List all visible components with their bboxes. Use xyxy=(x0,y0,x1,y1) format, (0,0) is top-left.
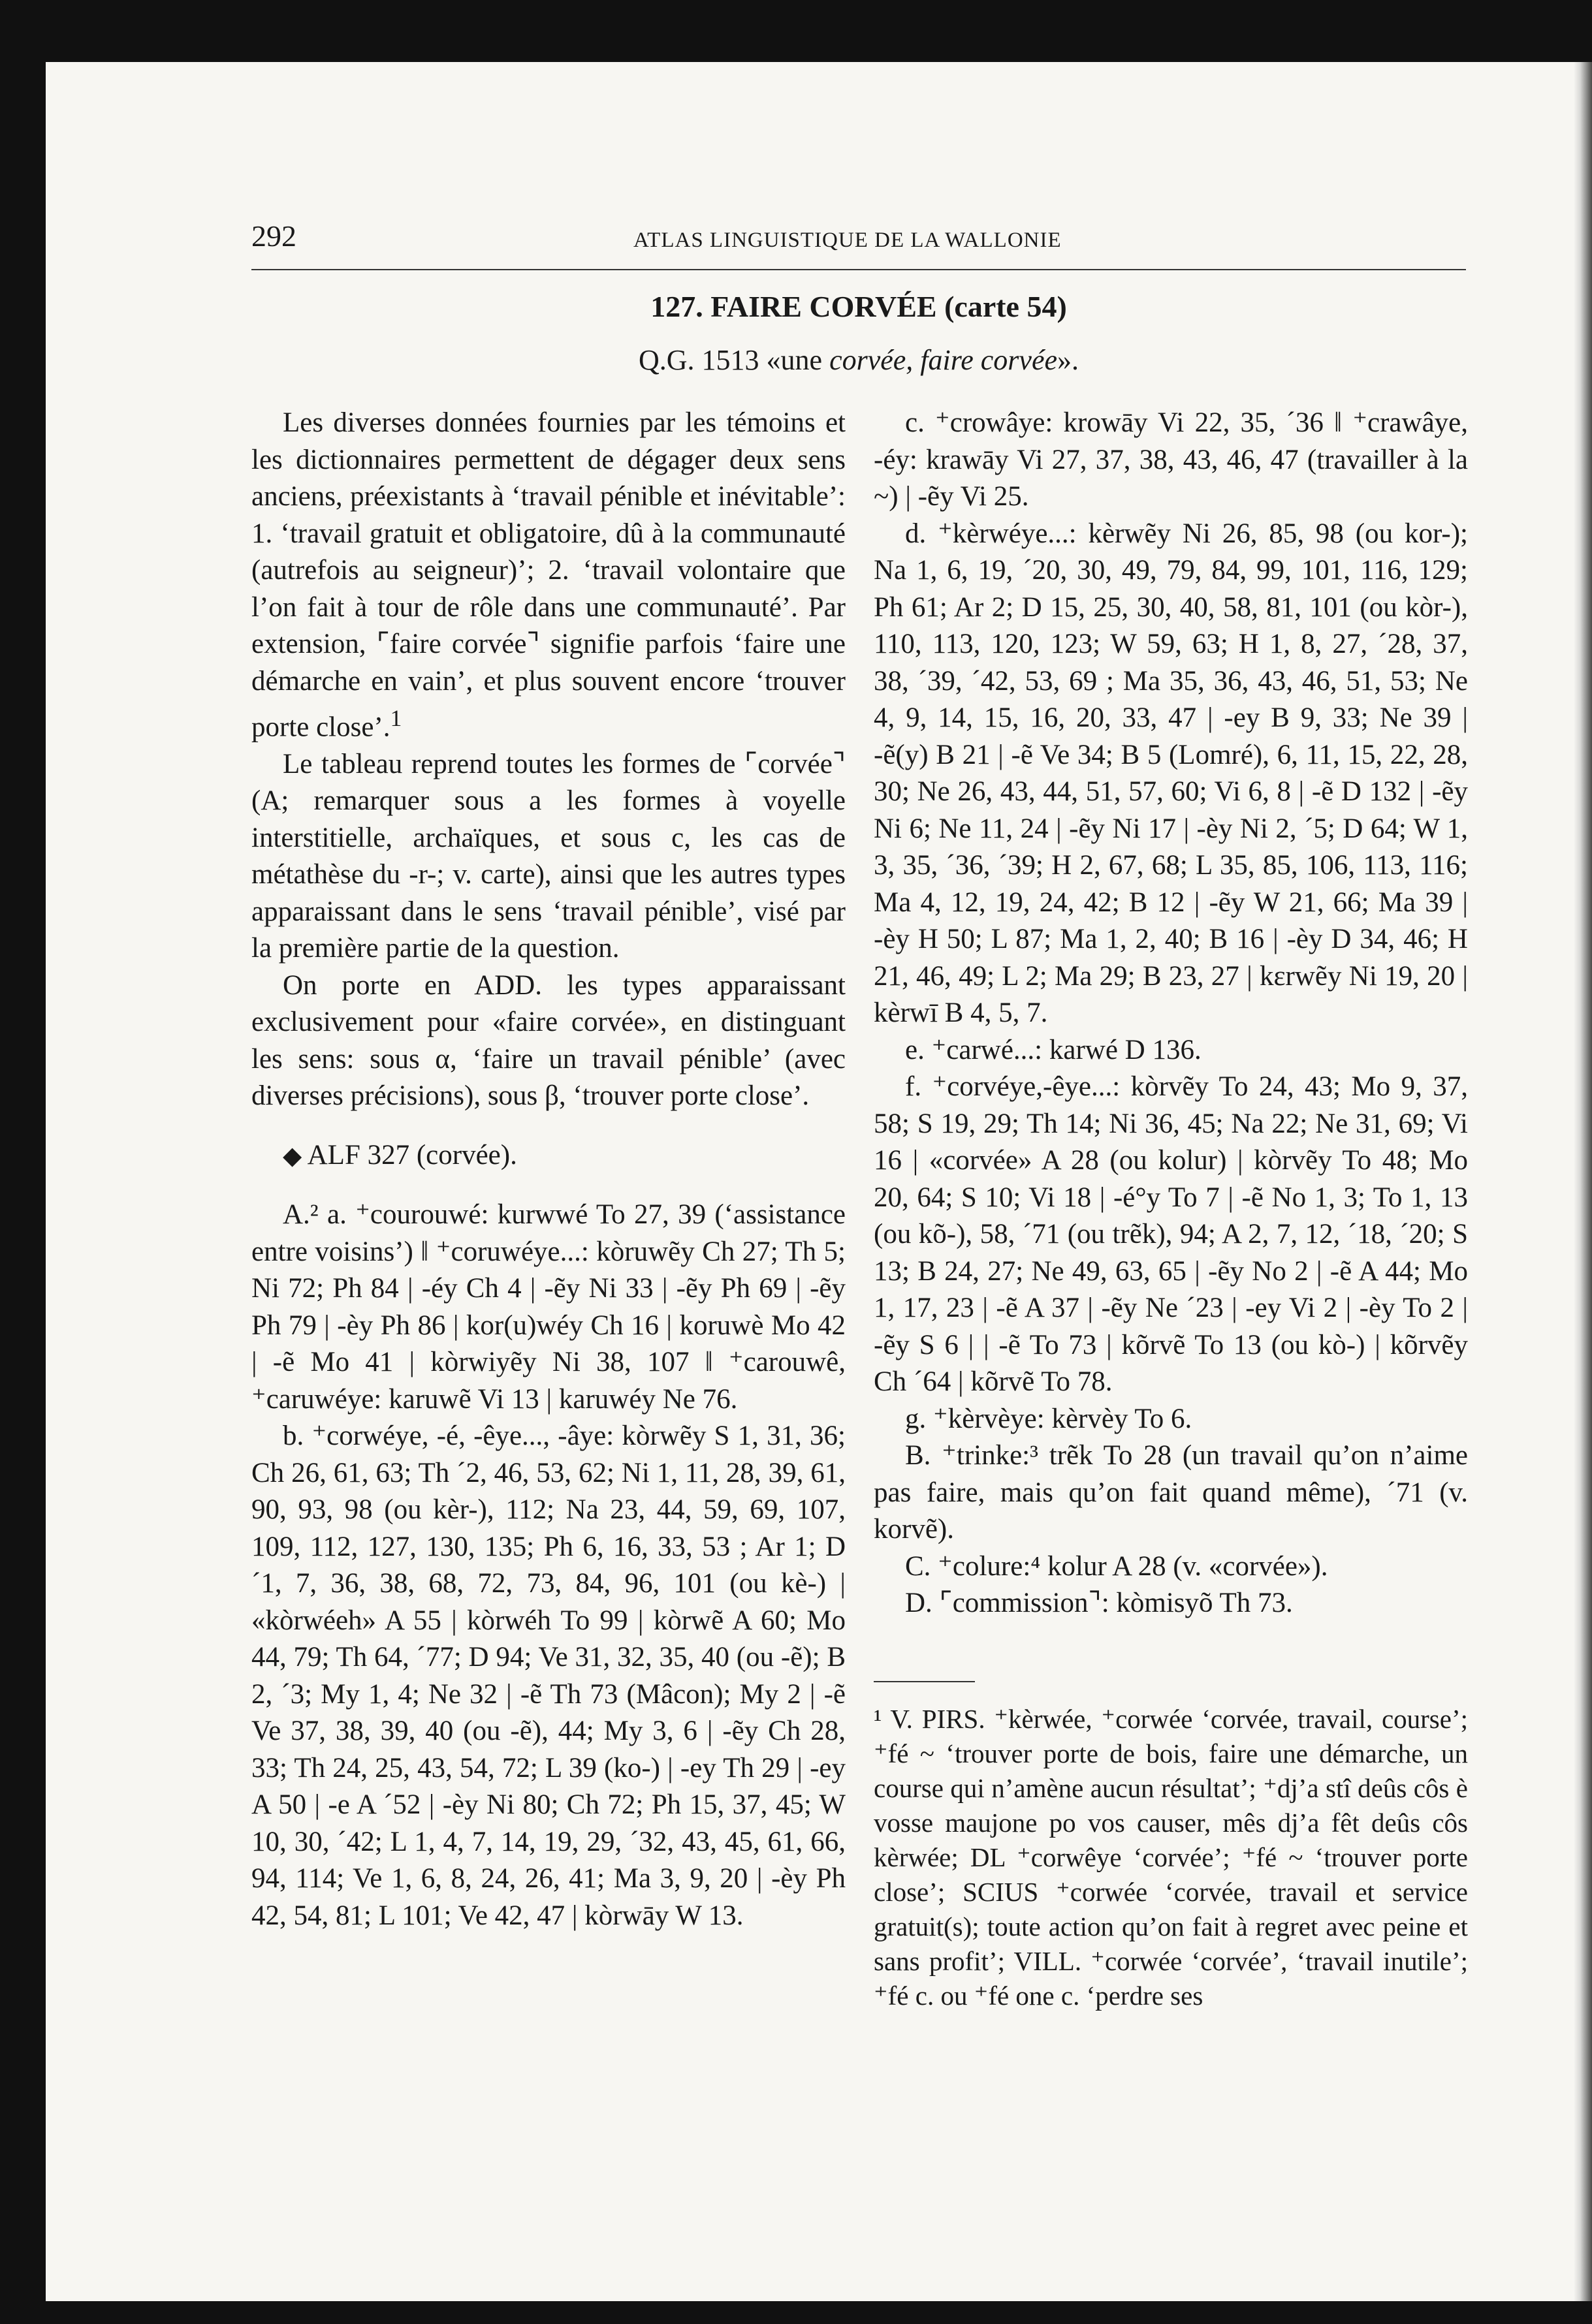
diamond-icon: ◆ xyxy=(283,1142,302,1170)
left-column xyxy=(251,405,846,1934)
type-d-paragraph: D. ⌜commission⌝: kòmisyõ Th 73. xyxy=(905,1588,1293,1618)
alf-text: ALF 327 (corvée). xyxy=(307,1139,517,1170)
form-c-paragraph: c. ⁺crowâye: krowāy Vi 22, 35, ´36 ‖ ⁺crawâye, -éy: krawāy Vi 27, 37, 38, 43, 46, 47 (travailler à la ~) | -ẽy Vi 25. xyxy=(874,407,1468,512)
table-paragraph: Le tableau reprend toutes les formes de ⌜corvée⌝ (A; remarquer sous a les formes à voyelle interstitielle, archaïques, et sous c, les cas de métathèse du -r-; v. carte), ainsi que les autres types apparaissant dans le sens ‘travail pénible’, visé par la première partie de la question. xyxy=(251,748,846,964)
question-prefix: Q.G. 1513 «une xyxy=(638,344,830,376)
running-head xyxy=(251,217,1466,270)
page-spine-shadow xyxy=(1574,62,1592,2301)
alf-reference xyxy=(251,1137,846,1175)
question-reference xyxy=(251,341,1466,380)
form-b-paragraph: b. ⁺corwéye, -é, -êye..., -âye: kòrwẽy S 1, 31, 36; Ch 26, 61, 63; Th ´2, 46, 53, 62; Ni 1, 11, 28, 39, 61, 90, 93, 98 (ou kèr-), 112; Na 23, 44, 59, 69, 107, 109, 112, 127, 130, 135; Ph 6, 16, 33, 53 ; Ar 1; D ´1, 7, 36, 38, 68, 72, 73, 84, 96, 101 (ou kè-) | «kòrwéeh» A 55 | kòrwéh To 99 | kòrwẽ A 60; Mo 44, 79; Th 64, ´77; D 94; Ve 31, 32, 35, 40 (ou -ẽ); B 2, ´3; My 1, 4; Ne 32 | -ẽ Th 73 (Mâcon); My 2 | -ẽ Ve 37, 38, 39, 40 (ou -ẽ), 44; My 3, 6 | -ẽy Ch 28, 33; Th 24, 25, 43, 54, 72; L 39 (ko-) | -ey Th 29 | -ey A 50 | -e A ´52 | -èy Ni 80; Ch 72; Ph 15, 37, 45; W 10, 30, ´42; L 1, 4, 7, 14, 19, 29, ´32, 43, 45, 61, 66, 94, 114; Ve 1, 6, 8, 24, 26, 41; Ma 3, 9, 20 | -èy Ph 42, 54, 81; L 101; Ve 42, 47 | kòrwāy W 13. xyxy=(251,1421,846,1931)
question-italic: corvée, faire corvée xyxy=(829,344,1058,376)
right-column xyxy=(874,405,1468,2013)
footnote-1: ¹ V. PIRS. ⁺kèrwée, ⁺corwée ‘corvée, travail, course’; ⁺fé ~ ‘trouver porte de bois, faire une démarche, un course qui n’amène aucun résultat’; ⁺dj’a stî deûs côs è vosse maujone po vos causer, mês dj’a fêt deûs côs kèrwée; DL ⁺corwêye ‘corvée’; ⁺fé ~ ‘trouver porte close’; SCIUS ⁺corwée ‘corvée, travail et service gratuit(s); toute action qu’on fait à regret avec peine et sans profit’; VILL. ⁺corwée ‘corvée’, ‘travail inutile’; ⁺fé c. ou ⁺fé one c. ‘perdre ses xyxy=(874,1703,1468,2011)
intro-paragraph xyxy=(251,405,846,746)
add-paragraph: On porte en ADD. les types apparaissant exclusivement pour «faire corvée», en distinguant les sens: sous α, ‘faire un travail pénible’ (avec diverses précisions), sous β, ‘trouver porte close’. xyxy=(251,969,846,1112)
section-title: 127. FAIRE CORVÉE (carte 54) xyxy=(650,290,1067,323)
footnote-rule xyxy=(874,1681,975,1682)
intro-text: Les diverses données fournies par les témoins et les dictionnaires permettent de dégager deux sens anciens, préexistants à ‘travail pénible et inévitable’: 1. ‘travail gratuit et obligatoire, dû à la communauté (autrefois au seigneur)’; 2. ‘travail volontaire que l’on fait à tour de rôle dans une communauté’. Par extension, ⌜faire corvée⌝ signifie parfois ‘faire une démarche en vain’, et plus souvent encore ‘trouver porte close’. xyxy=(251,407,846,743)
type-c-paragraph: C. ⁺colure:⁴ kolur A 28 (v. «corvée»). xyxy=(905,1550,1328,1582)
form-f-paragraph: f. ⁺corvéye,-êye...: kòrvẽy To 24, 43; Mo 9, 37, 58; S 19, 29; Th 14; Ni 36, 45; Na 22; Ne 31, 69; Vi 16 | «corvée» A 28 (ou kolur) | kòrvẽy To 48; Mo 20, 64; S 10; Vi 18 | -é°y To 7 | -ẽ No 1, 3; To 1, 13 (ou kõ-), 58, ´71 (ou trẽk), 94; A 2, 7, 12, ´18, ´20; S 13; B 24, 27; Ne 49, 63, 65 | -ẽy No 2 | -ẽ A 44; Mo 1, 17, 23 | -ẽ A 37 | -ẽy Ne ´23 | -ey Vi 2 | -èy To 2 | -ẽy S 6 | | -ẽ To 73 | kõrvẽ To 13 (ou kò-) | kõrvẽy Ch ´64 | kõrvẽ To 78. xyxy=(874,1071,1468,1397)
footnote-ref: 1 xyxy=(390,705,402,731)
question-suffix: ». xyxy=(1057,344,1079,376)
form-e-paragraph: e. ⁺carwé...: karwé D 136. xyxy=(905,1034,1202,1065)
type-b-paragraph: B. ⁺trinke:³ trẽk To 28 (un travail qu’on n’aime pas faire, mais qu’on fait quand même), ´71 (v. korvẽ). xyxy=(874,1440,1468,1545)
form-a-paragraph: A.² a. ⁺courouwé: kurwwé To 27, 39 (‘assistance entre voisins’) ‖ ⁺coruwéye...: kòruwẽy Ch 27; Th 5; Ni 72; Ph 84 | -éy Ch 4 | -ẽy Ni 33 | -ẽy Ph 69 | -ẽy Ph 79 | -èy Ph 86 | kor(u)wéy Ch 16 | koruwè Mo 42 | -ẽ Mo 41 | kòrwiyẽy Ni 38, 107 ‖ ⁺carouwê, ⁺caruwéye: karuwẽ Vi 13 | karuwéy Ne 76. xyxy=(251,1199,846,1415)
running-title: ATLAS LINGUISTIQUE DE LA WALLONIE xyxy=(633,228,1062,252)
form-g-paragraph: g. ⁺kèrvèye: kèrvèy To 6. xyxy=(905,1403,1192,1434)
form-d-paragraph: d. ⁺kèrwéye...: kèrwẽy Ni 26, 85, 98 (ou kor-); Na 1, 6, 19, ´20, 30, 49, 79, 84, 99, 101, 116, 129; Ph 61; Ar 2; D 15, 25, 30, 40, 58, 81, 101 (ou kòr-), 110, 113, 120, 123; W 59, 63; H 1, 8, 27, ´28, 37, 38, ´39, ´42, 53, 69 ; Ma 35, 36, 43, 46, 51, 53; Ne 4, 9, 14, 15, 16, 20, 33, 47 | -ey B 9, 33; Ne 39 | -ẽ(y) B 21 | -ẽ Ve 34; B 5 (Lomré), 6, 11, 15, 22, 28, 30; Ne 26, 43, 44, 51, 57, 60; Vi 6, 8 | -ẽ D 132 | -ẽy Ni 6; Ne 11, 24 | -ẽy Ni 17 | -èy Ni 2, ´5; D 64; W 1, 3, 35, ´36, ´39; H 2, 67, 68; L 35, 85, 106, 113, 116; Ma 4, 12, 19, 24, 42; B 12 | -ẽy W 21, 66; Ma 39 | -èy H 50; L 87; Ma 1, 2, 40; B 16 | -èy D 34, 46; H 21, 46, 49; L 2; Ma 29; B 23, 27 | kɛrwẽy Ni 19, 20 | kèrwī B 4, 5, 7. xyxy=(874,518,1468,1028)
page-number: 292 xyxy=(251,219,296,253)
